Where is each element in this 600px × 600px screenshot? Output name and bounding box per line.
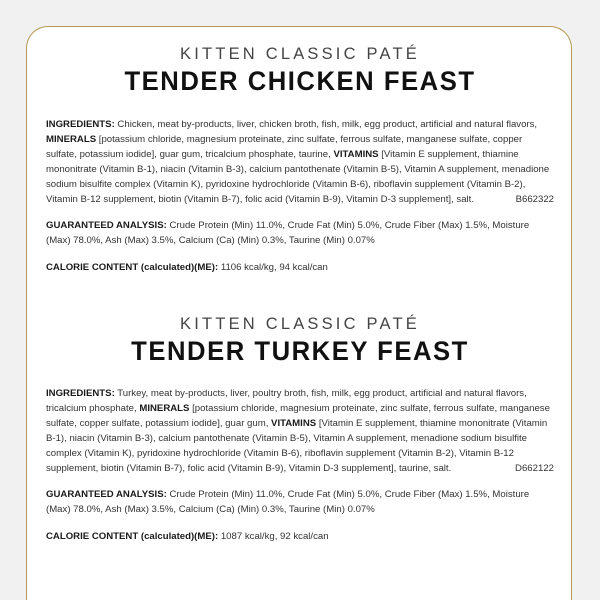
ingredients-part-2: [potassium chloride, magnesium proteinate, zinc sulfate, ferrous sulfate, manganese sulfate, copper sulfate, potassium iodide], guar gum, tricalcium phosphate, taurine, [46,134,523,161]
calorie-content [46,260,554,275]
analysis-values: Crude Protein (Min) 11.0%, Crude Fat (Min) 5.0%, Crude Fiber (Max) 1.5%, Moisture (Max) 78.0%, Ash (Max) 3.5%, Calcium (Ca) (Min) 0.3%, Taurine (Min) 0.07% [46,488,530,515]
guaranteed-analysis [46,218,554,248]
vitamins-label: VITAMINS [333,149,379,161]
vitamins-label: VITAMINS [271,418,317,430]
minerals-label: MINERALS [46,134,97,146]
ingredients-part-3: [Vitamin E supplement, thiamine mononitrate (Vitamin B-1), niacin (Vitamin B-3), calcium pantothenate (Vitamin B-5), Vitamin A supplement, menadione sodium bisulfite complex (Vitamin K), pyridoxine hydrochloride (Vitamin B-6), riboflavin supplement (Vitamin B-2), Vitamin B-12 supplement, biotin (Vitamin B-7), folic acid (Vitamin B-9), Vitamin D-3 supplement], salt. [46,149,550,206]
ingredients-part-3: [Vitamin E supplement, thiamine mononitrate (Vitamin B-1), niacin (Vitamin B-3), calcium pantothenate (Vitamin B-5), Vitamin A supplement, menadione sodium bisulfite complex (Vitamin K), pyridoxine hydrochloride (Vitamin B-6), riboflavin supplement (Vitamin B-2), Vitamin B-12 supplement, biotin (Vitamin B-7), folic acid (Vitamin B-9), Vitamin D-3 supplement], taurine, salt. [46,418,548,475]
ingredients-part-1: Chicken, meat by-products, liver, chicken broth, fish, milk, egg product, artificial and natural flavors, [114,119,538,130]
calorie-content [46,529,554,544]
product-section-chicken [46,44,554,275]
ingredients-text [46,117,554,208]
ingredients-text [46,386,554,477]
guaranteed-analysis [46,487,554,517]
product-title: TENDER CHICKEN FEAST [124,66,476,96]
product-title: TENDER TURKEY FEAST [131,336,469,366]
calorie-label: CALORIE CONTENT (calculated)(ME): [46,530,219,542]
ingredients-part-2: [potassium chloride, magnesium proteinate, zinc sulfate, ferrous sulfate, manganese sulfate, copper sulfate, potassium iodide], guar gum, [46,403,550,430]
product-code: B662322 [515,194,554,206]
calorie-values: 1106 kcal/kg, 94 kcal/can [218,261,328,273]
calorie-values: 1087 kcal/kg, 92 kcal/can [218,530,329,542]
analysis-label: GUARANTEED ANALYSIS: [46,488,167,500]
analysis-values: Crude Protein (Min) 11.0%, Crude Fat (Min) 5.0%, Crude Fiber (Max) 1.5%, Moisture (Max) 78.0%, Ash (Max) 3.5%, Calcium (Ca) (Min) 0.3%, Taurine (Min) 0.07% [46,219,530,246]
ingredients-label: INGREDIENTS: [46,388,115,399]
product-subtitle: KITTEN CLASSIC PATÉ [180,45,420,63]
ingredients-label: INGREDIENTS: [46,119,115,130]
product-subtitle: KITTEN CLASSIC PATÉ [180,315,420,333]
calorie-label: CALORIE CONTENT (calculated)(ME): [46,261,219,273]
ingredients-part-1: Turkey, meat by-products, liver, poultry broth, fish, milk, egg product, artificial and natural flavors, tricalcium phosphate, [46,388,527,415]
product-section-turkey [46,314,554,544]
product-code: D662122 [515,463,554,475]
analysis-label: GUARANTEED ANALYSIS: [46,219,167,231]
minerals-label: MINERALS [139,403,190,415]
